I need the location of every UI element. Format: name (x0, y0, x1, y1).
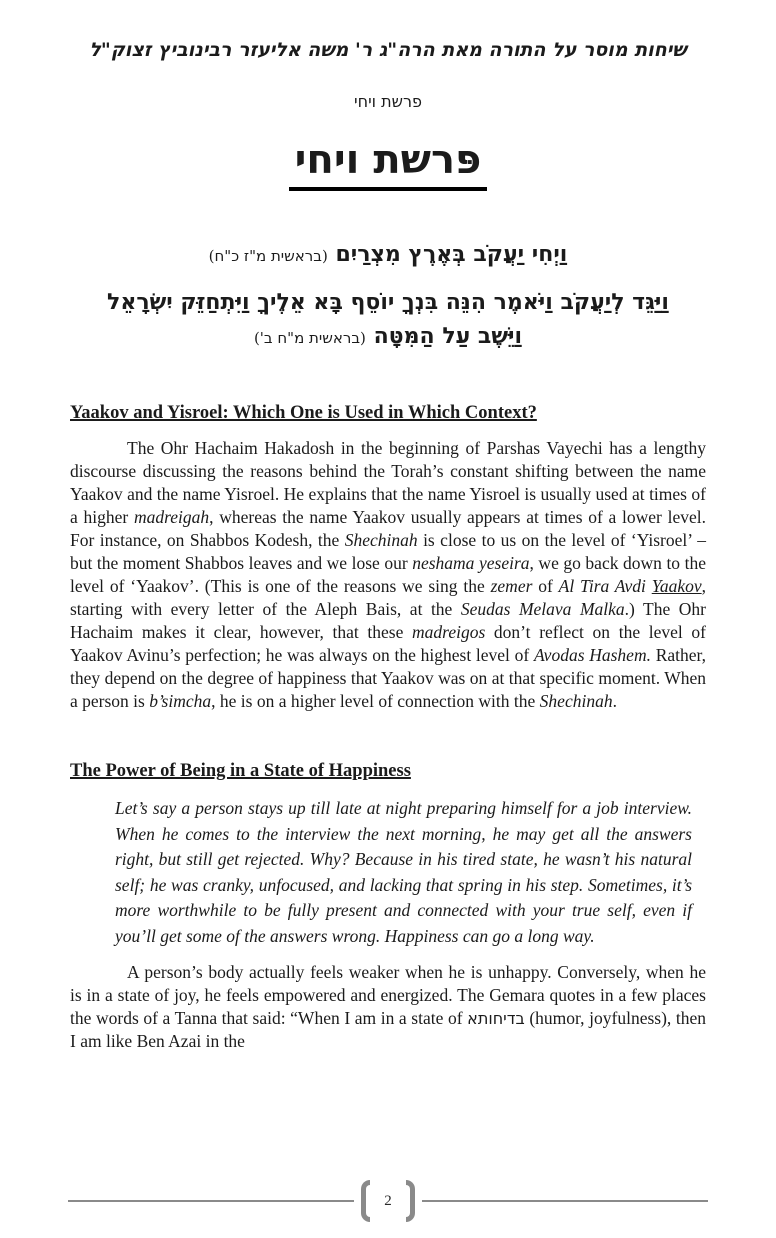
parsha-title-text: פּרשת ויחי (289, 136, 488, 191)
torah-verses (70, 237, 706, 355)
verse-2-line2: וַיֵּשֶׁב עַל הַמִּטָּה (373, 323, 523, 349)
page-number-bracket-right (406, 1180, 415, 1222)
footer-rule-right (422, 1200, 708, 1202)
block-quote-job-interview: Let’s say a person stays up till late at night preparing himself for a job interview. When he comes to the interview the next morning, he may get all the answers right, but still get rejected. Why? Because in his tired state, he wasn’t his natural self; he was cranky, unfocused, and lacking that spring in his step. Sometimes, it’s more worthwhile to be fully present and connected with your true self, even if you’ll get some of the answers wrong. Happiness can go a long way. (115, 798, 692, 946)
page-number: 2 (384, 1192, 392, 1209)
section-heading-power-of-happiness: The Power of Being in a State of Happiness (70, 761, 411, 781)
paragraph-ohr-hachaim: The Ohr Hachaim Hakadosh in the beginning of Parshas Vayechi has a lengthy discourse discussing the reasons behind the Torah’s constant shifting between the name Yaakov and the name Yisroel. He explains that the name Yisroel is usually used at times of a higher madreigah, whereas the name Yaakov usually appears at times of a lower level. For instance, on Shabbos Kodesh, the Shechinah is close to us on the level of ‘Yisroel’ – but the moment Shabbos leaves and we lose our neshama yeseira, we go back down to the level of ‘Yaakov’. (This is one of the reasons we sing the zemer of Al Tira Avdi Yaakov, starting with every letter of the Aleph Bais, at the Seudas Melava Malka.) The Ohr Hachaim makes it clear, however, that these madreigos don’t reflect on the level of Yaakov Avinu’s perfection; he was always on the highest level of Avodas Hashem. Rather, they depend on the degree of happiness that Yaakov was on at that specific moment. When a person is b’simcha, he is on a higher level of connection with the Shechinah. (70, 438, 707, 711)
torah-verse-1 (70, 237, 706, 273)
hebrew-header-line: שיחות מוסר על התורה מאת הרה"ג ר' משה אליעזר רבינוביץ זצוק"ל (89, 39, 687, 61)
verse-1-citation: (בראשית מ"ז כ"ח) (208, 247, 328, 265)
verse-2-line1: וַיַּגֵּד לְיַעֲקֹב וַיֹּאמֶר הִנֵּה בִּנְךָ יוֹסֵף בָּא אֵלֶיךָ וַיִּתְחַזֵּק יִשְׂרָאֵל (107, 289, 669, 315)
footer-rule-left (68, 1200, 354, 1202)
hebrew-subheader-parsha: פרשת ויחי (354, 92, 422, 111)
paragraph-persons-body: A person’s body actually feels weaker when he is unhappy. Conversely, when he is in a state of joy, he feels empowered and energized. The Gemara quotes in a few places the words of a Tanna that said: “When I am in a state of בדיחותא (humor, joyfulness), then I am like Ben Azai in the (70, 962, 707, 1051)
torah-verse-2 (70, 285, 706, 355)
document-page (0, 38, 776, 1238)
verse-2-citation: (בראשית מ"ח ב') (253, 329, 366, 347)
page-footer (68, 1180, 708, 1222)
section-heading-yaakov-yisroel: Yaakov and Yisroel: Which One is Used in Which Context? (70, 403, 537, 423)
page-number-bracket-left (361, 1180, 370, 1222)
parsha-title (70, 136, 706, 191)
verse-1-text: וַיְחִי יַעֲקֹב בְּאֶרֶץ מִצְרַיִם (335, 241, 568, 267)
